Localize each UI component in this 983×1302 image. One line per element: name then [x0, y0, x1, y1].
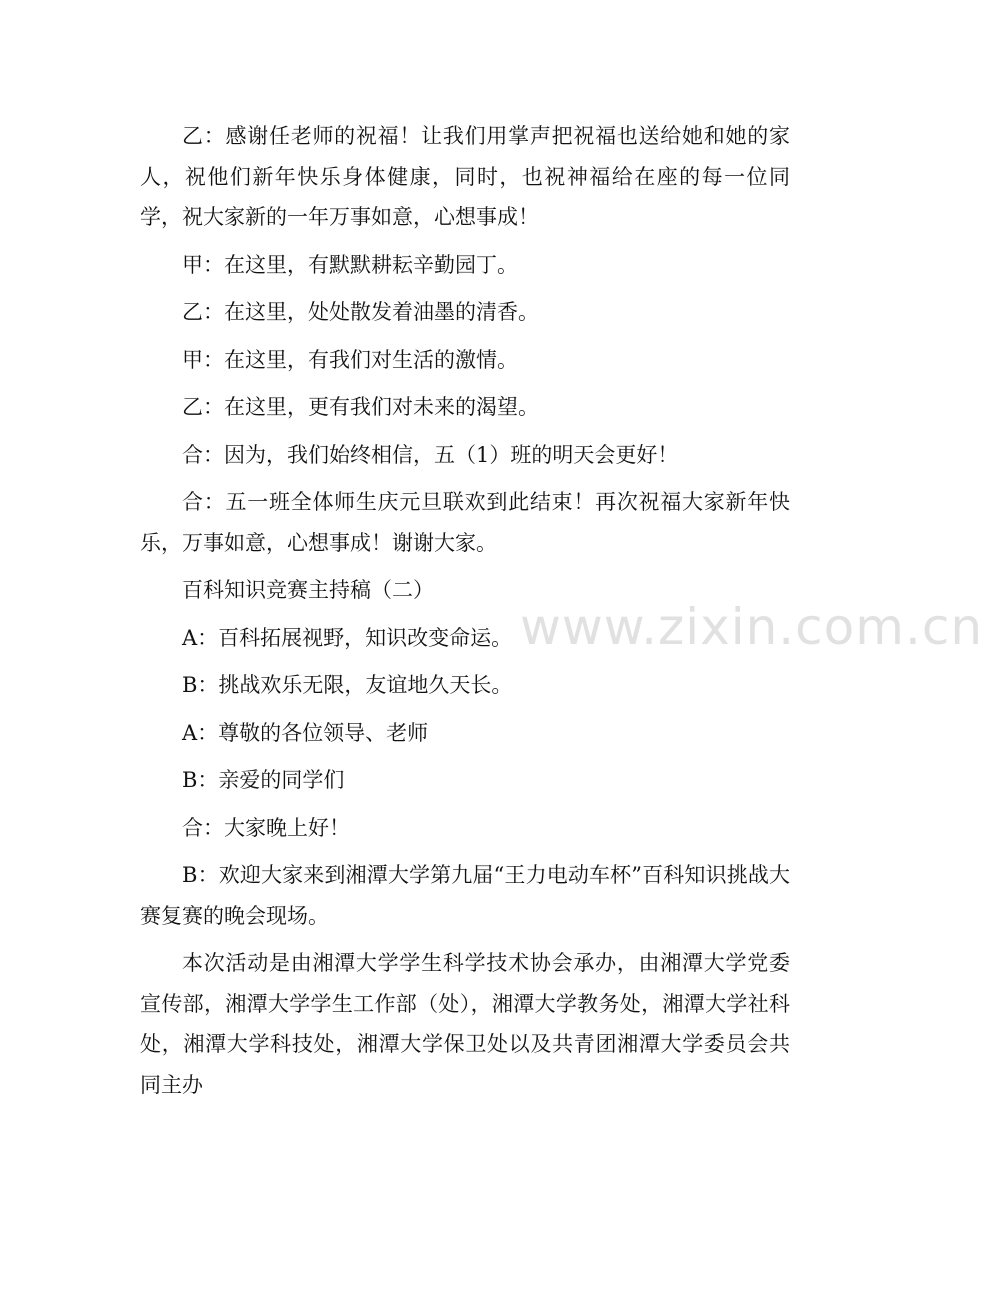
paragraph: 合：大家晚上好！	[182, 815, 350, 840]
paragraph: 合：因为，我们始终相信，五（1）班的明天会更好！	[182, 442, 679, 467]
paragraph: 合：五一班全体师生庆元旦联欢到此结束！再次祝福大家新年快乐，万事如意，心想事成！谢谢大家。	[140, 490, 790, 555]
paragraph: B：挑战欢乐无限，友谊地久天长。	[182, 673, 513, 697]
paragraph: B：亲爱的同学们	[182, 768, 345, 792]
paragraph: 乙：在这里，处处散发着油墨的清香。	[182, 300, 539, 324]
watermark: www.zixin.com.cn	[520, 598, 983, 656]
paragraph: 甲：在这里，有默默耕耘辛勤园丁。	[182, 252, 518, 277]
paragraph: A：百科拓展视野，知识改变命运。	[182, 625, 513, 650]
paragraph: 本次活动是由湘潭大学学生科学技术协会承办，由湘潭大学党委宣传部，湘潭大学学生工作部（处），湘潭大学教务处，湘潭大学社科处，湘潭大学科技处，湘潭大学保卫处以及共青团湘潭大学委员会共同主办	[140, 951, 790, 1097]
paragraph: 乙：在这里，更有我们对未来的渴望。	[182, 395, 539, 419]
paragraph: A：尊敬的各位领导、老师	[182, 720, 429, 745]
paragraph: 甲：在这里，有我们对生活的激情。	[182, 347, 518, 372]
paragraph: B：欢迎大家来到湘潭大学第九届“王力电动车杯”百科知识挑战大赛复赛的晚会现场。	[140, 863, 790, 928]
document-body	[140, 116, 790, 1112]
paragraph: 乙：感谢任老师的祝福！让我们用掌声把祝福也送给她和她的家人，祝他们新年快乐身体健康，同时，也祝神福给在座的每一位同学，祝大家新的一年万事如意，心想事成！	[140, 124, 790, 229]
section-title: 百科知识竞赛主持稿（二）	[182, 578, 434, 602]
